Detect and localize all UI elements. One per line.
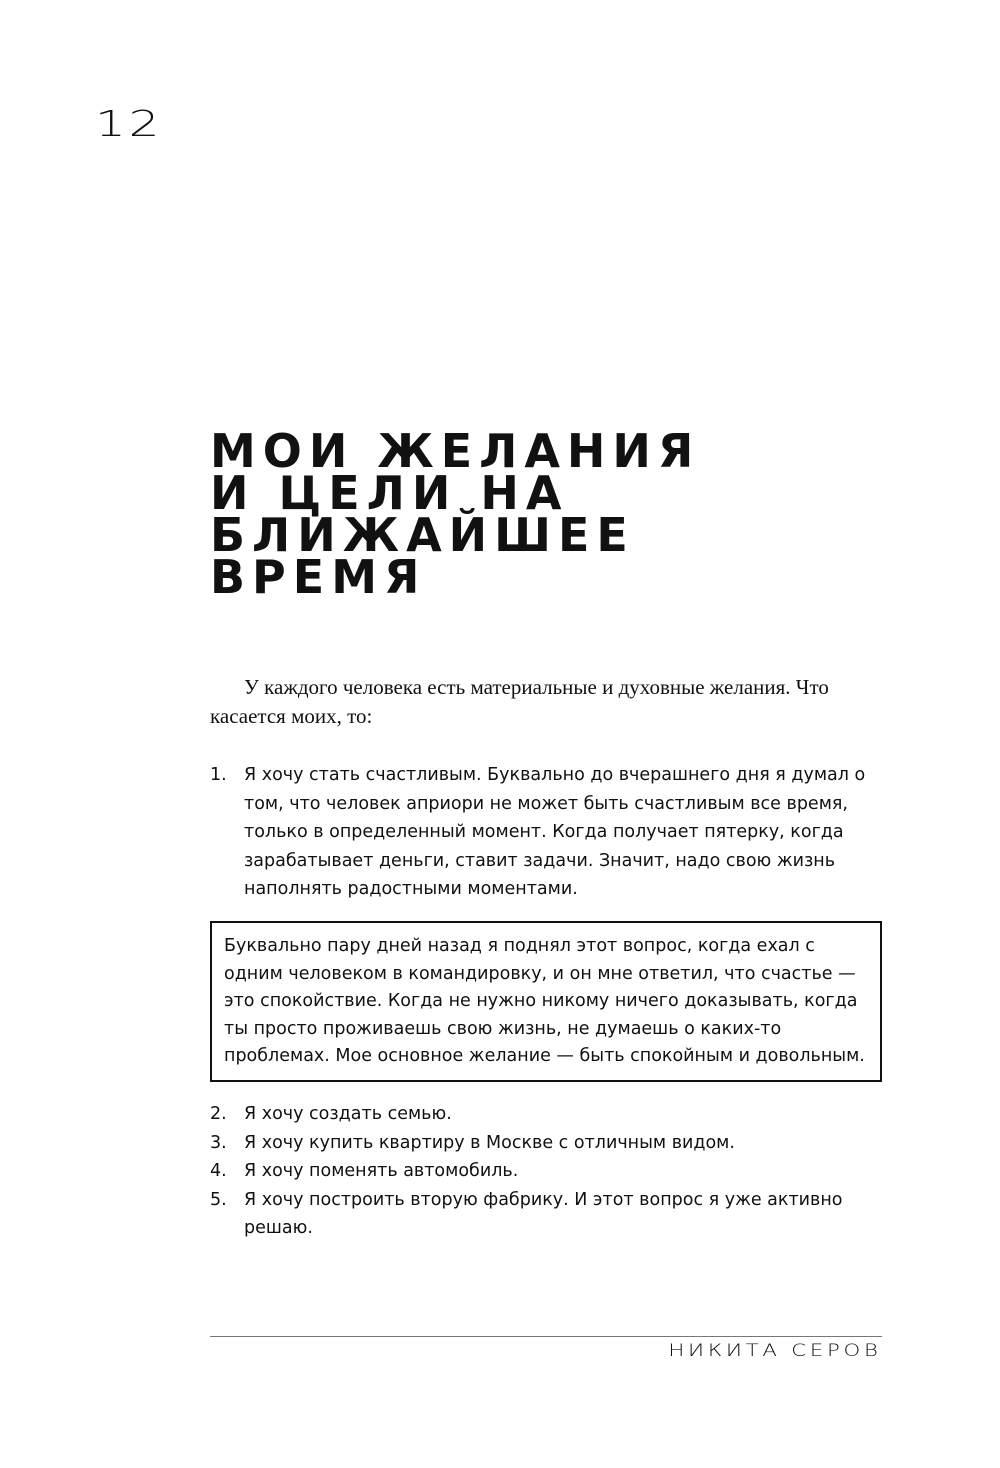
- note-box: Буквально пару дней назад я поднял этот вопрос, когда ехал с одним человеком в командировку, и он мне ответил, что счастье — это спокойствие. Когда не нужно никому ничего доказывать, когда ты просто проживаешь свою жизнь, не думаешь о каких-то проблемах. Мое основное желание — быть спокойным и довольным.: [210, 921, 882, 1082]
- page-number: 12: [95, 104, 163, 145]
- list-item: [210, 1100, 882, 1129]
- list-item-text: Я хочу купить квартиру в Москве с отличным видом.: [244, 1132, 735, 1153]
- list-item-number: 1.: [210, 765, 227, 785]
- list-item-number: 4.: [210, 1161, 227, 1181]
- list-item-text: Я хочу поменять автомобиль.: [244, 1161, 519, 1181]
- list-item-text: Я хочу стать счастливым. Буквально до вчерашнего дня я думал о том, что человек априори не может быть счастливым все время, только в определенный момент. Когда получает пятерку, когда зарабатывает деньги, ставит задачи. Значит, надо свою жизнь наполнять радостными моментами.: [244, 765, 866, 899]
- wishes-list-first: [210, 761, 882, 904]
- list-item-text: Я хочу создать семью.: [244, 1104, 452, 1124]
- list-item: [210, 1157, 882, 1186]
- list-item-number: 5.: [210, 1189, 227, 1210]
- list-item: [210, 761, 882, 904]
- footer-author-name: НИКИТА СЕРОВ: [668, 1341, 882, 1361]
- list-item: [210, 1186, 882, 1243]
- list-item-number: 3.: [210, 1132, 227, 1153]
- footer-divider: [210, 1336, 882, 1337]
- chapter-title-line: И ЦЕЛИ НА: [210, 466, 569, 520]
- wishes-list-rest: [210, 1100, 882, 1243]
- list-item: [210, 1129, 882, 1158]
- list-item-text: Я хочу построить вторую фабрику. И этот вопрос я уже активно решаю.: [244, 1189, 843, 1238]
- intro-paragraph: У каждого человека есть материальные и духовные желания. Что касается моих, то:: [210, 675, 829, 728]
- chapter-title-line: МОИ ЖЕЛАНИЯ: [210, 424, 701, 478]
- chapter-title-line: БЛИЖАЙШЕЕ: [210, 508, 635, 562]
- list-item-number: 2.: [210, 1104, 227, 1124]
- chapter-title: [210, 424, 701, 604]
- chapter-title-line: ВРЕМЯ: [210, 550, 427, 604]
